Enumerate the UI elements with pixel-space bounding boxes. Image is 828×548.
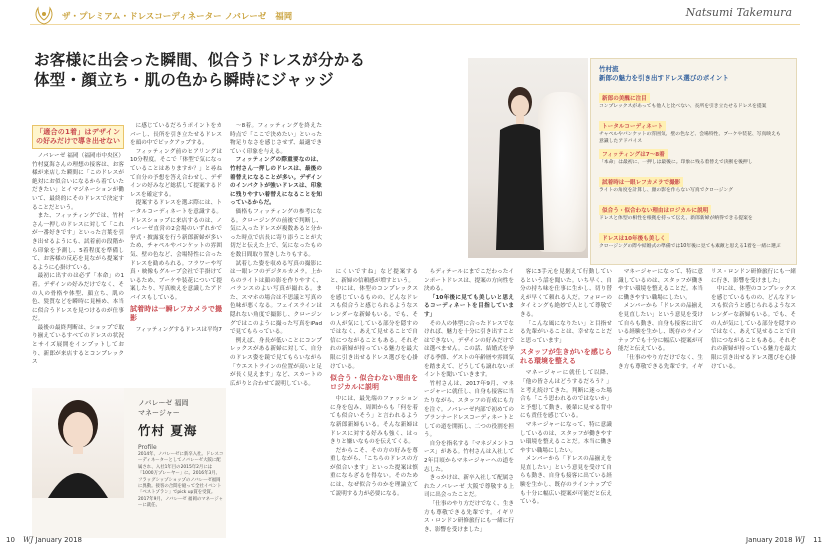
article-column-7 bbox=[618, 268, 796, 534]
paragraph: メンバーから「ドレスの品揃えを見直したい」という意見を受けて自らも動き、自身も接客に出ている経験を生かし、既存のラインナップでも十分に幅広い提案が可能だと伝えている。 bbox=[618, 303, 703, 353]
profile-name: 竹村 夏海 bbox=[138, 423, 198, 438]
profile-card bbox=[32, 388, 226, 538]
tip-item bbox=[599, 225, 785, 251]
section-company: ノバレーゼ bbox=[224, 12, 267, 22]
tip-body: クロージングの際や結婚式の準備では10年後に見ても素敵と思える1着を一緒に選ぶ bbox=[599, 244, 781, 249]
tip-body: チャペルやバンケットの雰囲気、壁の色など、会場特性、ブーケや装花、写真映えも意識したアドバイス bbox=[599, 132, 781, 144]
paragraph: マネージャーに就任して以降、「他の皆さんはどうするだろう？」と考え続けてきた。判断に迷った場合も「こう思われるのではないか」と予想して動き、後輩に見せる背中にも責任を感じている。 bbox=[520, 370, 612, 420]
tip-body: 「本命」は最初に、一押しは最後に。印象に残る着替えで決断を後押し bbox=[599, 160, 753, 165]
paragraph: メンバーから「ドレスの品揃えを見直したい」という意見を受けて自らも動き、自身も接客に出ている経験を生かし、既存のラインナップでも十分に幅広い提案が可能だと伝えている。 bbox=[520, 456, 612, 506]
paragraph: 〜8着。フィッティングを終えた時点で「ここで決めたい」といった物足りなさを感じさせず、最適できていく印象を与える。 bbox=[230, 123, 322, 155]
tip-item bbox=[599, 169, 785, 195]
paragraph: にくいですね」など提案すると、新婦の信頼感が増すという。 bbox=[330, 269, 418, 284]
paragraph: 「仕事のやり方だけでなく、生き方も尊敬できる先輩です。イギリス・ロンドン研修旅行にも一緒に行き、影響を受けました」 bbox=[424, 501, 514, 533]
paragraph: フィッティング前のヒアリングは10分程度。そこで「体型で気になっていることはありますか？」と尋ねて自分の予想を答え合わせし、デザインの好みなど総括して提案するドレスを確定する。 bbox=[130, 148, 222, 198]
paragraph: 最初に出すのは必ず「本命」の1着。デザインの好みだけでなく、その人の骨格や体型、顔立ち、肌の色、髪質などを瞬時に見極め、本当に似合うドレスを見つけるのが仕事だ。 bbox=[32, 273, 124, 323]
tip-item bbox=[599, 197, 785, 223]
header-rule bbox=[30, 24, 800, 25]
tip-heading: 新郎の美醜に注目 bbox=[599, 93, 650, 103]
tips-box bbox=[590, 58, 797, 265]
hero-photo bbox=[468, 58, 588, 258]
tips-label: 竹村流 bbox=[599, 65, 619, 73]
tip-body: ドレスと体型の相性を根拠を持って伝え、新郎新婦が納得できる提案を bbox=[599, 216, 753, 221]
tip-item bbox=[599, 85, 785, 111]
tips-heading: 新郎の魅力を引き出すドレス選びのポイント bbox=[599, 74, 729, 82]
profile-text: 2014年、ノバレーゼに新卒入社。ドレスコーディネーターとしてノバレーゼ大阪に配属され、入社1年目の2015年2月には「1000万プレーヤー」に。2016年3月、フラッグシップショップのノバレーゼ福岡に異動。接客の合間を縫って全社イベント「ベストプラン」でpick up賞を受賞。2017年9月、ノバレーゼ 福岡のマネージャーに就任。 bbox=[138, 452, 224, 509]
paragraph: その人の体型に合ったドレスでなければ、魅力を十分に引き出すことはできない。デザインの好みだけでは選べません。この話、結婚式を挙げる季節、ゲストの年齢層や雰囲気を踏まえて、どうしても譲れないポイントを聞いていきます。 bbox=[424, 320, 514, 379]
page-headline bbox=[34, 50, 365, 90]
magazine-logo: WJ bbox=[23, 536, 34, 544]
paragraph: フィッティングするドレスは平均7 bbox=[135, 327, 222, 334]
paragraph: 中には、体型のコンプレックスを感じているものの、どんなドレスも似合うと感じられるようなスレンダーな新婦もいる。でも、その人が気にしている部分を隠すのではなく、あえて見せることで自信につながることもある。それぞれの新婦が持っている魅力を最大限に引き出せるドレス選びを心掛けている。 bbox=[711, 286, 796, 370]
article-column-4 bbox=[330, 268, 418, 534]
tip-heading: トータルコーディネート bbox=[599, 121, 666, 131]
article-column-2 bbox=[130, 122, 222, 384]
paragraph: 試着した姿を収める写真の撮影には一眼レフのデジタルカメラ。上からのライトは顔の影を作りやすく、バランスのよい写真が撮れる。また、スマホの場合は不思議と写真の色味が悪くなる。フェイスラインは隠れない角度で撮影し、クロージングではこのように撮った写真をiPadで見てもらっている。 bbox=[230, 260, 322, 336]
profile-company: ノバレーゼ 福岡 bbox=[138, 399, 189, 407]
paragraph: 最後の最終判断は、ショップで取り揃えているすべてのドレスの状況とサイズ展開をインプットしており、新郎が来店するとコンプレックス bbox=[32, 324, 124, 366]
paragraph-bold: 「10年後に見ても美しいと思えるコーディネートを目指しています」 bbox=[424, 294, 514, 318]
paragraph-bold: フィッティングの際重要なのは、竹村さん一押しのドレスは、最後の着替えになることが多い。デザインのインパクトが強いドレスは、印象に残りやすい着替えになることを知っているからだ。 bbox=[230, 157, 322, 207]
paragraph: 価格もフィッティングの参考になる。クロージングの前後で判断し、気に入ったドレスが複数あると分かった時点で店長に寄り添うことが大切だと伝えた上で、気になったものを数日間取り置きしたりもする。 bbox=[230, 208, 322, 258]
footer-right bbox=[746, 536, 822, 544]
tips-title bbox=[599, 65, 729, 83]
paragraph: だからこそ、その方の好みを尊重しながら、「こちらのドレスの方が似合います」といった提案は慎重にならざるを得ない。そのためには、なぜ似合うのかを理論立てて説明する力が必要になる。 bbox=[330, 447, 418, 497]
tip-heading: ドレスは10年後も美しく bbox=[599, 233, 669, 243]
paragraph: 「仕事のやり方だけでなく、生き方も尊敬できる先輩です。イギリス・ロンドン研修旅行にも一緒に行き、影響を受けました」 bbox=[618, 269, 796, 370]
paragraph: 例えば、身長が低いことにコンプレックスがある新婦に対して、自分のドレス姿を鏡で見てもらいながら「ウエストラインの位置が高いと足が長く見えます」など、スカートの広がりと合わせて説明している。 bbox=[230, 337, 322, 387]
issue-date: January 2018 bbox=[746, 536, 793, 544]
paragraph: ノバレーゼ 福岡（福岡市中央区）竹村夏海さんの理想の接客は、お客様が来店した瞬間に「このドレスが絶対にお似合いになるから着ていただきたい」とイマジネーションが働いて、最終的にそのドレスで決定することだという。 bbox=[32, 153, 124, 211]
section-label bbox=[62, 10, 292, 22]
paragraph: 客に3手元を見据えて行動しているという話を聞いた。いち早く、自分の持ち味を仕事に生かし、切り替えが早くて頼れる人だ。フォローのタイミングも絶妙で人として尊敬できる。 bbox=[520, 269, 612, 318]
section-region: 福岡 bbox=[275, 12, 293, 22]
signature: Natsumi Takemura bbox=[685, 6, 792, 19]
magazine-logo: WJ bbox=[794, 536, 805, 544]
headline-line2: 体型・顔立ち・肌の色から瞬時にジャッジ bbox=[34, 71, 334, 89]
paragraph: 竹村さんは、2017年9月、マネージャーに就任し、自身も接客に当たりながら、スタッフの育成にも力を注ぐ。ノバレーゼ内部で初めてのブランナードレスコーディネートとしての道を開拓し、二つの役割を担う。 bbox=[424, 380, 514, 439]
paragraph: 自分を指名する「マネジメントコース」がある。竹村さんは入社して2年目頃からマネージャーへの道を志した。 bbox=[424, 440, 514, 473]
footer-left bbox=[6, 536, 82, 544]
paragraph: マネージャーになって、特に意識しているのは、スタッフが働きやすい環境を整えることだ。本当に働きやすい職場にしたい。 bbox=[618, 269, 703, 301]
paragraph: らディテールにまでこだわったインポートドレスは、提案の方向性を決める。 bbox=[424, 269, 514, 293]
subheading: 試着時は一瞬レフカメラで撮影 bbox=[130, 305, 222, 323]
tip-heading: フィッティングは7〜8着 bbox=[599, 149, 668, 159]
paragraph: 中には、最先端のファッションに身を包み、周囲からも「何を着ても似合いそう」と言われるような新郎新婦もいる。そんな新婦はドレスに対する好みも強く、はっきりと嫌いなものを伝えてくる。 bbox=[330, 396, 418, 446]
profile-role: マネージャー bbox=[138, 409, 180, 417]
page-number: 10 bbox=[6, 536, 15, 544]
article-column-6 bbox=[520, 268, 612, 534]
headline-line1: お客様に出会った瞬間、似合うドレスが分かる bbox=[34, 51, 366, 69]
paragraph: きっかけは、新卒入社して配属されたノバレーゼ 大阪で尊敬する上司に出会ったことだ。 bbox=[424, 475, 514, 499]
article-column-5 bbox=[424, 268, 514, 534]
issue-date: January 2018 bbox=[35, 536, 82, 544]
tip-item bbox=[599, 141, 785, 167]
paragraph: マネージャーになって、特に意識しているのは、スタッフが働きやすい環境を整えることだ。本当に働きやすい職場にしたい。 bbox=[520, 421, 612, 454]
article-column-3 bbox=[230, 122, 322, 534]
profile-label: Profile bbox=[138, 444, 157, 451]
subheading: スタッフが生きがいを感じられる環境を整える bbox=[520, 348, 612, 366]
laurel-icon bbox=[32, 6, 56, 30]
tip-body: ライトの角度を計算し、顔の影を作らない写真でクロージング bbox=[599, 188, 733, 193]
section-title: ザ・プレミアム・ドレスコーディネーター bbox=[62, 12, 222, 22]
coordinator-photo bbox=[490, 80, 550, 250]
article-column-1 bbox=[32, 122, 124, 384]
tip-heading: 試着時は一眼レフカメラで撮影 bbox=[599, 177, 683, 187]
tip-body: コンプレックスがあっても他人と比べない、長所を引き立たせるドレスを提案 bbox=[599, 104, 767, 109]
subheading: 「適合の1着」はデザインの好みだけで導き出せない bbox=[32, 125, 124, 149]
page-number: 11 bbox=[813, 536, 822, 544]
subheading: 似合う・似合わない理由をロジカルに説明 bbox=[330, 374, 418, 392]
paragraph: また、フィッティングでは、竹村さん一押しのドレスに対して「これが一番好きです」といった言葉を引き出せるようにも、試着前の段階から印象を予測し、5着程度を準備して、お客様の反応を見ながら提案するように心掛けている。 bbox=[32, 213, 124, 271]
tip-heading: 似合う・似合わない理由はロジカルに説明 bbox=[599, 205, 711, 215]
paragraph: 中には、体型のコンプレックスを感じているものの、どんなドレスも似合うと感じられるようなスレンダーな新婦もいる。でも、その人が気にしている部分を隠すのではなく、あえて見せることで自信につながることもある。それぞれの新婦が持っている魅力を最大限に引き出せるドレス選びを心掛けている。 bbox=[330, 286, 418, 370]
profile-photo bbox=[32, 388, 124, 498]
paragraph: 「こんな風になりたい」と目指せる先輩がいることは、幸せなことだと思っています」 bbox=[520, 320, 612, 344]
paragraph: 提案するドレスを選ぶ際には、トータルコーディネートを意識する。ドレスショップに来店するのは、ノバレーゼ直営の2会場のいずれかで挙式・披露宴を行う新郎新婦が多いため、チャペルやバンケットの雰囲気、壁の色など、会場特性に合ったドレスを勧められる。フラワーや写真・映像もグループ会社で手掛けているため、ブーケや装花について提案したり、写真映えを意識したアドバイスもしている。 bbox=[130, 200, 222, 301]
paragraph: に感じているだろうポイントをカバーし、長所を引き立たせるドレスを頭の中でピックアップする。 bbox=[130, 123, 222, 147]
